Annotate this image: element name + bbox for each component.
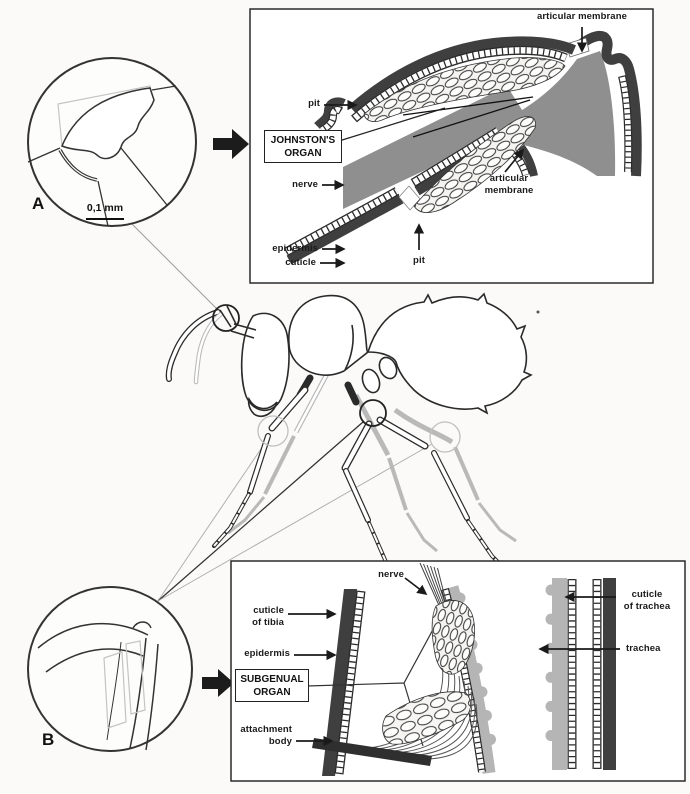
block-arrow-a [213,129,249,159]
subgenual-organ-label-box [235,669,309,702]
scale-bar-label: 0,1 mm [86,202,124,214]
label-articular-membrane-mid: articular membrane [484,173,534,196]
magnifier-circle-a [28,58,196,226]
label-cuticle-top: cuticle [285,257,316,268]
panel-a-letter: A [32,194,45,213]
label-attachment-body: attachment body [240,724,292,747]
label-trachea: trachea [626,643,661,654]
johnstons-organ-label-box [264,130,342,163]
label-nerve-bottom: nerve [378,569,404,580]
label-pit-bottom: pit [413,255,425,266]
label-cuticle-of-tibia: cuticle of tibia [252,605,284,628]
scale-bar [86,218,124,220]
magnifier-circle-b [28,587,192,751]
label-pit-left: pit [308,98,320,109]
johnstons-organ-line2: ORGAN [284,148,322,159]
label-epidermis-bottom: epidermis [244,648,290,659]
subgenual-organ-line1: SUBGENUAL [240,674,304,685]
stray-dot [537,311,540,314]
label-articular-membrane-top: articular membrane [537,11,627,22]
label-cuticle-of-trachea: cuticle of trachea [623,589,671,612]
ant-drawing [169,294,540,577]
block-arrow-b [202,669,234,697]
trachea-cuticle-band [603,578,616,770]
label-nerve-top: nerve [292,179,318,190]
label-epidermis-top: epidermis [272,243,318,254]
subgenual-organ-line2: ORGAN [253,687,291,698]
panel-b-letter: B [42,730,55,749]
johnstons-organ-line1: JOHNSTON'S [270,135,336,146]
